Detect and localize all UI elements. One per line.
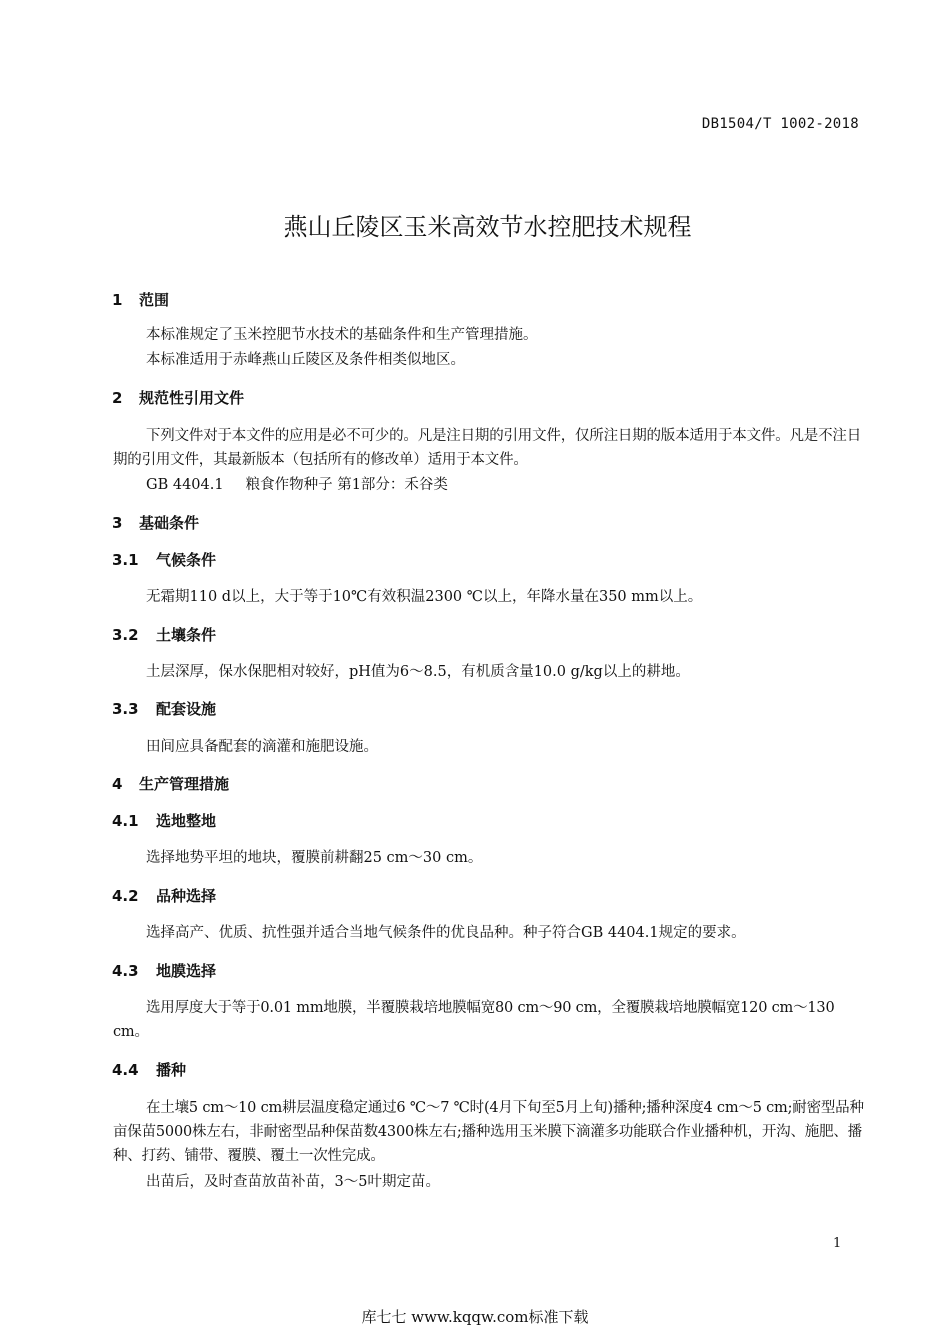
subsection-4-4-paragraph-2: 出苗后，及时查苗放苗补苗，3～5叶期定苗。 (146, 1174, 440, 1190)
section-title: 生产管理措施 (139, 775, 230, 793)
subsection-4-1-paragraph: 选择地势平坦的地块，覆膜前耕翻25 cm～30 cm。 (146, 850, 483, 866)
section-4-heading (112, 773, 229, 794)
section-2-paragraph: 下列文件对于本文件的应用是必不可少的。凡是注日期的引用文件，仅所注日期的版本适用于本文件。凡是不注日期的引用文件，其最新版本（包括所有的修改单）适用于本文件。 (113, 428, 861, 468)
subsection-title: 土壤条件 (156, 626, 217, 644)
document-id: DB1504/T 1002-2018 (701, 116, 859, 132)
subsection-title: 气候条件 (156, 551, 217, 569)
subsection-number: 3.2 (112, 626, 139, 644)
document-title: 燕山丘陵区玉米高效节水控肥技术规程 (283, 213, 692, 241)
section-1-heading (112, 289, 169, 310)
subsection-3-2-heading (112, 624, 216, 645)
section-number: 1 (112, 291, 123, 309)
subsection-4-3-heading (112, 960, 216, 981)
section-number: 4 (112, 775, 123, 793)
subsection-3-3-paragraph: 田间应具备配套的滴灌和施肥设施。 (146, 739, 378, 755)
subsection-4-2-paragraph: 选择高产、优质、抗性强并适合当地气候条件的优良品种。种子符合GB 4404.1规定的要求。 (146, 925, 746, 941)
page-number: 1 (833, 1236, 842, 1251)
footer-watermark: 库七七 www.kqqw.com标准下载 (361, 1308, 589, 1326)
subsection-3-1-paragraph: 无霜期110 d以上，大于等于10℃有效积温2300 ℃以上，年降水量在350 mm以上。 (146, 589, 703, 605)
subsection-number: 4.2 (112, 887, 139, 905)
subsection-title: 配套设施 (156, 700, 217, 718)
section-title: 基础条件 (139, 514, 200, 532)
subsection-number: 3.1 (112, 551, 139, 569)
subsection-3-3-heading (112, 698, 216, 719)
subsection-4-2-heading (112, 885, 216, 906)
subsection-3-2-paragraph: 土层深厚，保水保肥相对较好，pH值为6～8.5，有机质含量10.0 g/kg以上的耕地。 (146, 664, 690, 680)
subsection-number: 3.3 (112, 700, 139, 718)
subsection-4-4-paragraph-1: 在土壤5 cm～10 cm耕层温度稳定通过6 ℃～7 ℃时(4月下旬至5月上旬)播种;播种深度4 cm～5 cm;耐密型品种亩保苗5000株左右，非耐密型品种保苗数4300株左右;播种选用玉米膜下滴灌多功能联合作业播种机，开沟、施肥、播种、打药、铺带、覆膜、覆土一次性完成。 (113, 1100, 864, 1164)
normative-reference (146, 473, 448, 497)
subsection-title: 选地整地 (156, 812, 217, 830)
reference-code: GB 4404.1 (146, 477, 224, 493)
section-number: 3 (112, 514, 123, 532)
section-title: 范围 (139, 291, 170, 309)
section-3-heading (112, 512, 199, 533)
subsection-title: 播种 (156, 1061, 187, 1079)
subsection-3-1-heading (112, 549, 216, 570)
section-title: 规范性引用文件 (139, 389, 245, 407)
section-2-heading (112, 387, 244, 408)
reference-title: 粮食作物种子 第1部分：禾谷类 (245, 477, 448, 493)
section-1-paragraph-1: 本标准规定了玉米控肥节水技术的基础条件和生产管理措施。 (146, 327, 538, 343)
section-number: 2 (112, 389, 123, 407)
subsection-title: 地膜选择 (156, 962, 217, 980)
subsection-4-1-heading (112, 810, 216, 831)
subsection-number: 4.4 (112, 1061, 139, 1079)
subsection-4-4-heading (112, 1059, 186, 1080)
subsection-number: 4.3 (112, 962, 139, 980)
subsection-number: 4.1 (112, 812, 139, 830)
subsection-title: 品种选择 (156, 887, 217, 905)
section-1-paragraph-2: 本标准适用于赤峰燕山丘陵区及条件相类似地区。 (146, 352, 465, 368)
subsection-4-3-paragraph: 选用厚度大于等于0.01 mm地膜，半覆膜栽培地膜幅宽80 cm～90 cm，全覆膜栽培地膜幅宽120 cm～130 cm。 (113, 1000, 835, 1040)
